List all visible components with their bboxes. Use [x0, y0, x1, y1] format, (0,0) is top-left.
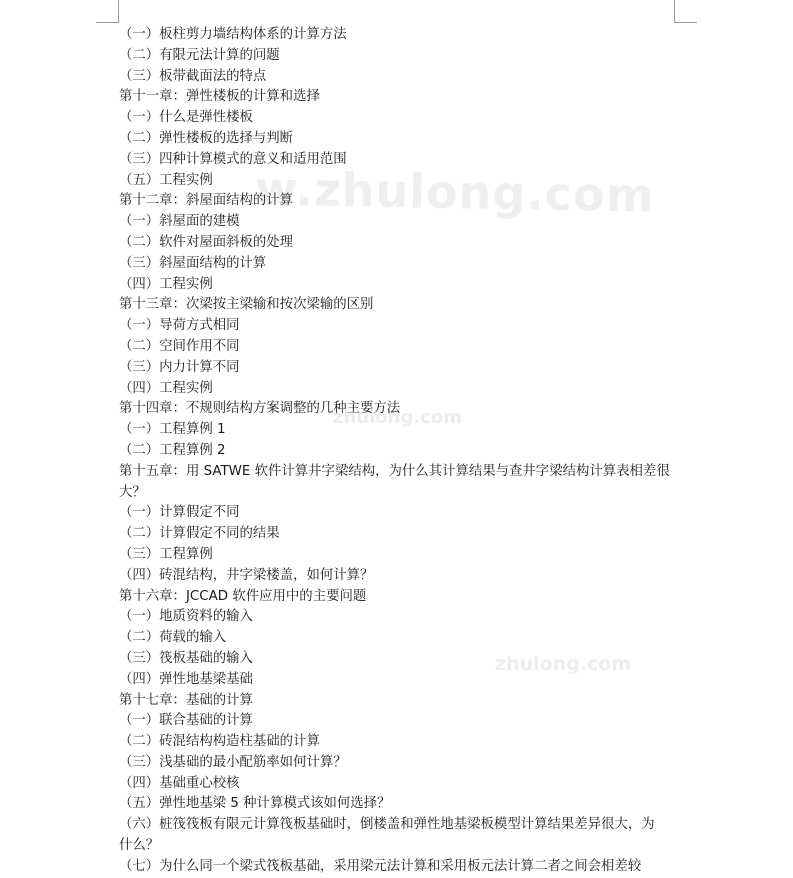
- section-item: （三）板带截面法的特点: [119, 68, 267, 84]
- section-item: （六）桩筏筏板有限元计算筏板基础时，倒楼盖和弹性地基梁板模型计算结果差异很大，为: [119, 817, 655, 833]
- section-item: （一）导荷方式相同: [119, 318, 240, 334]
- watermark-middle: zhulong.com: [333, 407, 462, 428]
- watermark-lower: zhulong.com: [495, 653, 632, 675]
- chapter-heading: 第十六章：JCCAD 软件应用中的主要问题: [119, 588, 367, 604]
- section-item: （四）砖混结构，井字梁楼盖，如何计算？: [119, 567, 374, 583]
- chapter-heading: 第十一章：弹性楼板的计算和选择: [119, 89, 320, 105]
- section-item: （二）砖混结构构造柱基础的计算: [119, 734, 320, 750]
- section-item: （二）弹性楼板的选择与判断: [119, 130, 294, 146]
- section-item: （一）联合基础的计算: [119, 713, 253, 729]
- section-item: （五）弹性地基梁 5 种计算模式该如何选择？: [119, 796, 391, 812]
- section-item: （四）弹性地基梁基础: [119, 671, 253, 687]
- section-item: （二）软件对屋面斜板的处理: [119, 234, 294, 250]
- section-item: 大？: [119, 484, 146, 500]
- section-item: （二）空间作用不同: [119, 338, 240, 354]
- section-item: （二）有限元法计算的问题: [119, 47, 280, 63]
- watermark-large: w.zhulong.com: [254, 161, 656, 223]
- section-item: （三）内力计算不同: [119, 359, 240, 375]
- chapter-heading: 第十三章：次梁按主梁输和按次梁输的区别: [119, 297, 374, 313]
- section-item: （三）斜屋面结构的计算: [119, 255, 267, 271]
- section-item: （一）计算假定不同: [119, 505, 240, 521]
- page-corner-mark-right: [674, 0, 697, 23]
- section-item: 什么？: [119, 838, 160, 854]
- section-item: （一）斜屋面的建模: [119, 214, 240, 230]
- section-item: （五）工程实例: [119, 172, 213, 188]
- section-item: （四）基础重心校核: [119, 775, 240, 791]
- section-item: （一）工程算例 1: [119, 422, 226, 438]
- section-item: （三）工程算例: [119, 546, 213, 562]
- section-item: （一）板柱剪力墙结构体系的计算方法: [119, 27, 347, 42]
- chapter-heading: 第十四章：不规则结构方案调整的几种主要方法: [119, 401, 401, 417]
- page-corner-mark-left: [96, 0, 119, 23]
- section-item: （七）为什么同一个梁式筏板基础，采用梁元法计算和采用板元法计算二者之间会相差较: [119, 858, 642, 874]
- section-item: （一）地质资料的输入: [119, 609, 253, 625]
- section-item: （四）工程实例: [119, 276, 213, 292]
- section-item: （二）计算假定不同的结果: [119, 526, 280, 542]
- chapter-heading: 第十七章：基础的计算: [119, 692, 253, 708]
- section-item: （三）浅基础的最小配筋率如何计算？: [119, 754, 347, 770]
- section-item: （二）荷载的输入: [119, 630, 227, 646]
- section-item: （一）什么是弹性楼板: [119, 110, 253, 126]
- section-item: （四）工程实例: [119, 380, 213, 396]
- chapter-heading: 第十五章：用 SATWE 软件计算井字梁结构，为什么其计算结果与查井字梁结构计算表相差很: [119, 463, 670, 479]
- section-item: （三）筏板基础的输入: [119, 650, 253, 666]
- document-body: [119, 25, 679, 878]
- section-item: （二）工程算例 2: [119, 442, 226, 458]
- chapter-heading: 第十二章：斜屋面结构的计算: [119, 193, 294, 209]
- section-item: （三）四种计算模式的意义和适用范围: [119, 151, 347, 167]
